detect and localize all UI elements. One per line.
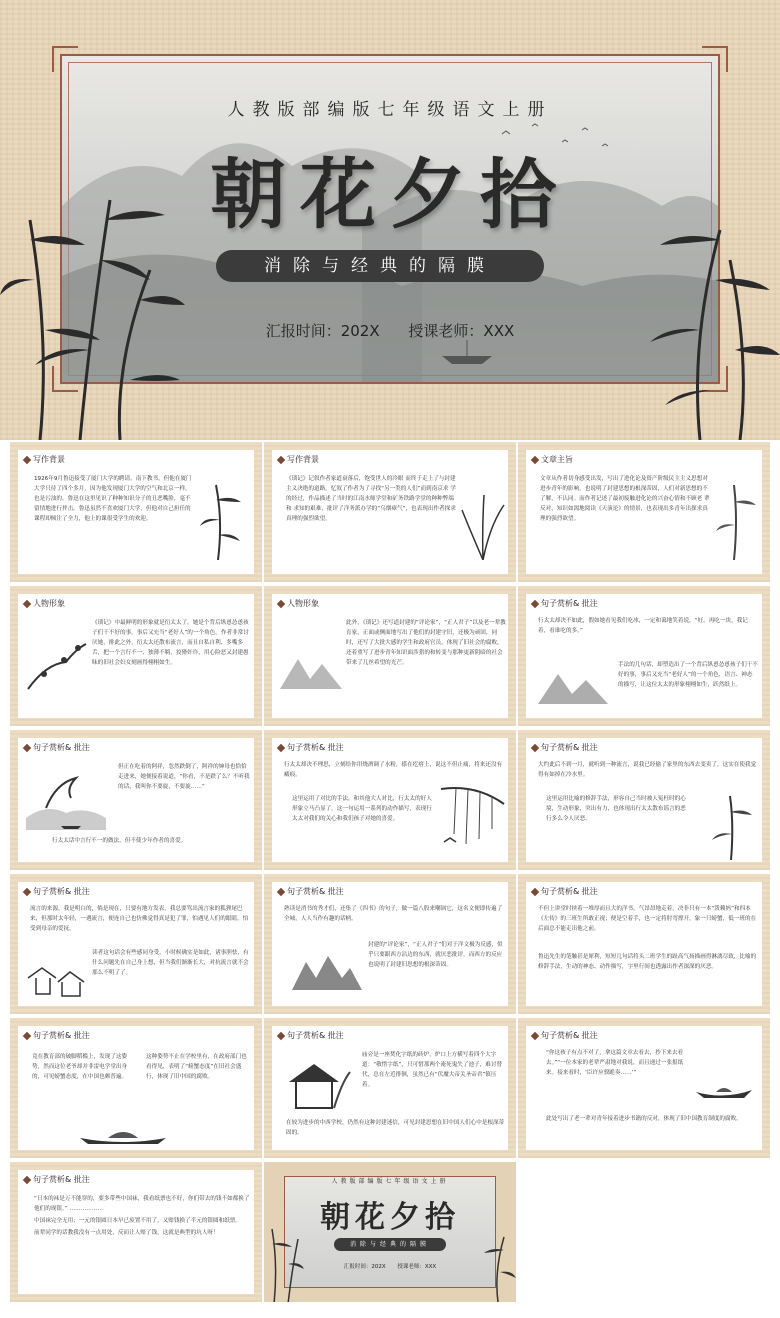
- bamboo-left-illustration: [264, 1224, 304, 1302]
- slide-body: 这里运用了对比的手法，和其他大人对比，行太太的好人形象立马凸显了，这一句运用一系列的动作描写，表现行太太对我们的关心和我们孩子对她的喜爱。: [292, 796, 432, 822]
- slide-body: 在较为进步的中西学校，仍然有这种封建迷信，可见封建思想在旧中国人们心中是根深蒂固的。: [286, 1120, 505, 1136]
- slide-body: 鲁迅先生的笔触甚是犀利，短短几句话将头二班学生的趾高气扬描画得淋漓尽致，比喻的修辞手法，生动的神态、动作描写，字里行间也透露出作者深深的厌恶。: [538, 954, 757, 970]
- slide-thumbnail[interactable]: [264, 730, 516, 870]
- slide-thumbnail[interactable]: [518, 874, 770, 1014]
- slide-heading: 句子赏析& 批注: [541, 887, 598, 896]
- slide-thumbnail[interactable]: [518, 442, 770, 582]
- slide-thumbnail[interactable]: [264, 874, 516, 1014]
- slide-heading: 句子赏析& 批注: [541, 743, 598, 752]
- slide-body: 行太太却决不理思，立刻给你用烧酒调了水粉，搽在疙瘩上，说这不但止痛，将来还没有癜痕。: [284, 762, 503, 778]
- slide-thumbnail[interactable]: [10, 1162, 262, 1302]
- slide-body: 这里运用比喻的修辞手法，形容自己当时被人冤枉时的心境，生动形象，突出有力，也体现出行太太散布谣言的恶行多么令人厌恶。: [546, 796, 686, 822]
- slide-heading: 句子赏析& 批注: [33, 743, 90, 752]
- slide-thumbnail[interactable]: [10, 730, 262, 870]
- pine-landscape-icon: [26, 768, 106, 830]
- slide-heading: 句子赏析& 批注: [287, 743, 344, 752]
- slide-body: 读者这句话会有些感同身受，小时候确实是如此，诸事胆怯，有什么问题先在自己身上想，但当我们渐渐长大，对抗流言就不会那么不明了了。: [92, 950, 249, 976]
- plum-blossom-icon: [26, 634, 88, 694]
- boat-icon: [78, 1124, 168, 1148]
- slide-thumbnail[interactable]: [264, 586, 516, 726]
- slide-body: 前辈同学的话教我没有一点用处，反而让人赔了钱，这就是典型的坑人呀！: [34, 1230, 219, 1236]
- slide-body: 大约此后不到一月，就听到一种流言，说我已经偷了家里的东西去变卖了，这实在使我觉得有如掉在冷水里。: [538, 762, 757, 778]
- slide-body: 《琐记》记叙作者家道衰落后，饱受世人的冷眼 而终于走上了与封建主义决绝的道路。忆叙了作者为了寻找“另一类的人们”而到南京求 学的经过，作品描述了当时的江南水师学堂和矿务铁路学堂的种种弊端和 求知的艰难，批评了洋务派办学的“乌烟瘴气”，也表现出作者探求真理的强烈欲望。: [286, 476, 456, 522]
- slide-body: 1926年9月鲁迅接受了厦门大学的聘请。南下教书，但他在厦门大学只待了四个多月，因为他发现厦门大学的空气和北京一样，也是污浊的。鲁迅在这里见识了种种知识分子的丑恶嘴脸，毫不留情地进行抨击。鲁迅虽然不喜欢厦门大学，但他对自己担任的课程却倾注了全力，他上的课很受学生的欢迎。: [34, 476, 192, 522]
- orchid-icon: [460, 490, 506, 560]
- slide-body: “你这孩子有点不对了，拿这篇文章去看去，抄下来去看去。”“一位本家的老辈严肃地对我说，而且递过一张报纸来。接来看时，‘臣许应骙跪奏……’”: [546, 1050, 684, 1076]
- pavilion-icon: [284, 1052, 354, 1112]
- slide-thumbnail[interactable]: [10, 586, 262, 726]
- slide-thumbnail-cover[interactable]: [264, 1162, 516, 1302]
- bamboo-icon: [198, 480, 248, 560]
- slide-thumbnail[interactable]: [518, 730, 770, 870]
- bamboo-icon: [714, 480, 760, 560]
- cover-info: 汇报时间：202X 授课老师：XXX: [343, 1264, 437, 1270]
- slide-thumbnail[interactable]: [518, 586, 770, 726]
- slide-heading: 写作背景: [33, 455, 65, 464]
- slide-body: 《琐记》中最鲜明的形象就是衍太太了。她是个背后纵恿怂恿孩子们干不好的事，事后又充当“老好人”的一个角色。作者非常讨厌她，排此之外，衍太太还散布流言，而且自私自利、多嘴多舌，把一个言行不一、独薄不羁，狡猾奸诈，用心险恶又封建愚昧的旧社会妇女刻画得栩栩如生。: [92, 620, 249, 666]
- slide-heading: 文章主旨: [541, 455, 573, 464]
- cover-info: [0, 320, 780, 341]
- mountain-icon: [538, 666, 608, 706]
- slide-body: 封建的“评论家”，“正人君子”们对于洋文极为反感，似乎只要跟西方沾边的东西，就厌恶批评，而西方的反应也说明了封建旧思想的根深蒂固。: [368, 942, 503, 968]
- report-time: 汇报时间：202X: [265, 322, 380, 340]
- slide-thumbnail[interactable]: [10, 442, 262, 582]
- cover-tagline: 消除与经典的隔膜: [334, 1238, 446, 1251]
- slide-body: 行太太却决不如此，假如她看见我们吃冰，一定和蔼地笑着说，“好，再吃一块，我记着，看谁吃的多。”: [538, 618, 748, 634]
- slide-thumbnail[interactable]: [10, 874, 262, 1014]
- mountain-icon: [292, 948, 362, 992]
- slide-body: 流言的来源，我是明白的，倘是现在，只要有地方发表，我总要骂出流言家的狐狸尾巴来，但那时太年轻，一遇流言，便连自己也仿佛觉得真是犯了罪，怕遇见人们的眼睛，怕受到母亲的爱抚。: [30, 906, 249, 932]
- cover-tagline: 消除与经典的隔膜: [216, 250, 544, 282]
- slide-heading: 句子赏析& 批注: [287, 1031, 344, 1040]
- slide-thumbnail[interactable]: [264, 1018, 516, 1158]
- slide-body: 竟在教育部的破脚稻槛上，发现了这姿势，然而这位老爷却并非雷电学堂出身的，可见螃蟹态度，在中国也颇普遍。: [32, 1054, 128, 1080]
- slide-heading: 句子赏析& 批注: [541, 1031, 598, 1040]
- boat-icon: [694, 1080, 754, 1104]
- slide-body: 此处写出了老一辈对青年接着进步书籍的反对，体现了旧中国教育制度的腐败。: [546, 1116, 742, 1122]
- slide-body: 中国袜完全无用；一元的银圆日本早已废置不用了，又赔钱换了半元的银圆和纸票。: [34, 1218, 241, 1224]
- slide-body: 行太太话中言行不一的做法，但不使少年作者的喜爱。: [52, 838, 187, 844]
- cover-title: 朝花夕拾: [210, 150, 570, 239]
- cover-title: 朝花夕拾: [320, 1200, 460, 1235]
- slide-heading: 句子赏析& 批注: [33, 1031, 90, 1040]
- cover-slide: [0, 0, 780, 440]
- slide-thumbnail[interactable]: [518, 1018, 770, 1158]
- teacher-name: 授课老师：XXX: [408, 322, 515, 340]
- cover-subtitle: 人教版部编版七年级语文上册: [227, 100, 553, 120]
- willow-swallow-icon: [436, 784, 506, 854]
- slide-body: 但正在吃着的阿祥，忽然跌倒了，阿祥的婶母也恰恰走进来，她便接着说道，“你看，不是跌了么？不听我的话，我叫你不要旋，不要旋……”: [118, 764, 250, 790]
- slide-heading: 人物形象: [287, 599, 319, 608]
- slide-body: 手法的几句话，却塑造出了一个背后纵恿怂恿孩子们干不好的事，事后又充当“老好人”的一个角色，语言、神态的描写，让这位太太的形象栩栩如生，跃然纸上。: [618, 662, 758, 688]
- slide-heading: 句子赏析& 批注: [33, 1175, 90, 1184]
- slide-heading: 句子赏析& 批注: [287, 887, 344, 896]
- slide-body: 熟读是消书的秀才们，还集了《四书》的句子，做一篇八股来嘲讽它，这名文便即传遍了全城，人人当作有趣的话柄。: [284, 906, 503, 922]
- slide-body: “日本的袜是万不能穿的，要多带些中国袜，我看纸票也不好，你们带去的钱不如都换了他们的现银。” ………………: [34, 1196, 250, 1212]
- slide-body: 文章从作者切身感受出发，写出了进化论及资产阶级民主主义思想对进步青年的影响，也说明了封建思想的根深蒂固，人们对新思想的不了解，不认同。而作者记述了最初接触进化论的兴奋心情和不顾老 辈反对，知识如渴地阅读《天演论》的情景，也表现出多青年出探求真理的强烈欲望。: [540, 476, 710, 522]
- slide-thumbnail[interactable]: [10, 1018, 262, 1158]
- bamboo-icon: [706, 794, 756, 860]
- mountain-icon: [280, 644, 342, 694]
- slide-heading: 句子赏析& 批注: [33, 887, 90, 896]
- slide-heading: 句子赏析& 批注: [541, 599, 598, 608]
- cover-subtitle: 人教版部编版七年级语文上册: [331, 1178, 449, 1185]
- slide-thumbnail[interactable]: [264, 442, 516, 582]
- slide-body: 不但上讲堂时挟着一堆厚而且大的洋书，气昂昂地走着，决非只有一本“泼赖妈”和四本《左传》的三班生所敢正视；便是空着手，也一定将肘弯撑开，象一只螃蟹，低一班的在后面总不能走出他之前。: [538, 906, 757, 932]
- slide-heading: 人物形象: [33, 599, 65, 608]
- bamboo-right-illustration: [482, 1232, 516, 1302]
- slide-body: 庙旁是一座焚化字纸的砖炉，炉口上方横写着四个大字道：“敬惜字纸”，只可惜那两个淹死鬼失了池子，难讨替代，总在左近徘徊，虽然已有“伏魔大帝关圣帝君”镇压着。: [362, 1052, 503, 1088]
- slide-heading: 写作背景: [287, 455, 319, 464]
- slide-body: 这种姿势不止在学校里有，在政府部门也看得见，表明了“螃蟹态度”在旧社会盛行，体现了旧中国的腐败。: [146, 1054, 247, 1080]
- slide-body: 此外，《琐记》还写道封建的“评论家”，“正人君子”以及老一辈教育家，正面或侧面地写出了他们的封建守旧，还极为顽固，同时，还写了大批大感的学生和政府官员，体现了旧社会的腐败，还着重写了进步青年知识面涉猎的和转变与那种更新阴暗的社会带来了几丝希望的光芒。: [346, 620, 506, 666]
- village-house-icon: [26, 958, 86, 998]
